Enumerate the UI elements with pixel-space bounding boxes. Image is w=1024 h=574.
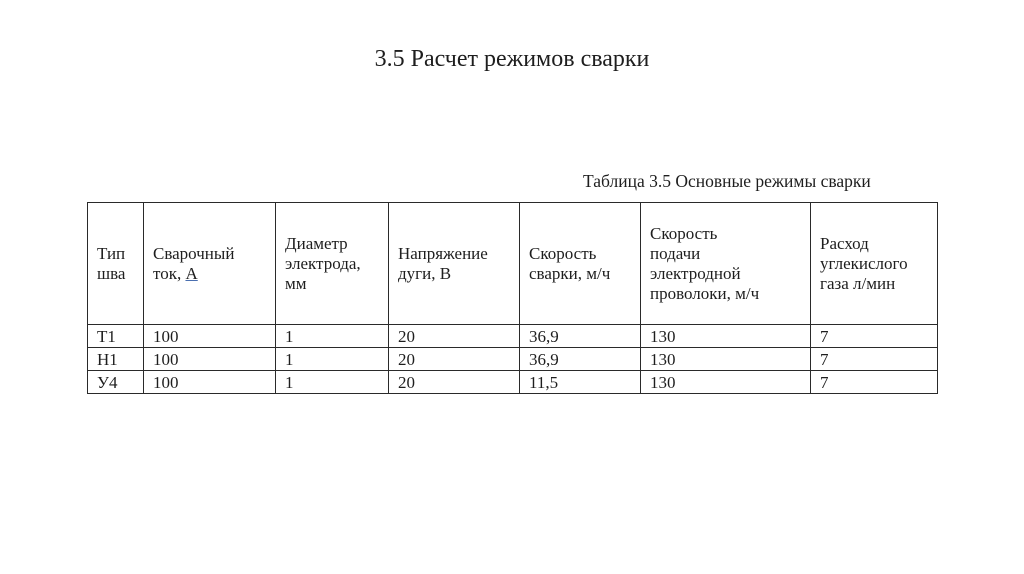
table-cell: 20 [389,348,520,371]
header-unit: А [185,263,198,283]
header-text: подачи [650,243,701,263]
table-row [88,371,938,394]
table-cell: 1 [276,348,389,371]
table-row [88,348,938,371]
table-row [88,325,938,348]
table-cell: 7 [811,371,938,394]
header-text: газа л/мин [820,273,896,293]
header-text: электрода, [285,253,361,273]
header-text: Напряжение [398,243,488,263]
table-header-row [88,203,938,325]
header-cell-welding-current [144,203,276,325]
header-text: Скорость [650,223,718,243]
header-text: ток, [153,263,182,283]
table-cell: 11,5 [520,371,641,394]
table-cell: 36,9 [520,325,641,348]
header-text: углекислого [820,253,908,273]
table-cell: Т1 [88,325,144,348]
table-cell: 36,9 [520,348,641,371]
header-text: сварки, м/ч [529,263,611,283]
table-cell: 1 [276,325,389,348]
header-cell-welding-speed [520,203,641,325]
header-text: проволоки, м/ч [650,283,760,303]
header-text: Скорость [529,243,597,263]
table-cell: 100 [144,325,276,348]
table-cell: 130 [641,371,811,394]
table-cell: У4 [88,371,144,394]
welding-modes-table [87,202,938,394]
header-cell-arc-voltage [389,203,520,325]
header-text: Сварочный [153,243,235,263]
table-cell: 130 [641,348,811,371]
header-cell-seam-type [88,203,144,325]
table-cell: Н1 [88,348,144,371]
header-text: дуги, В [398,263,452,283]
header-text: Расход [820,233,869,253]
table-cell: 100 [144,371,276,394]
header-cell-gas-flow [811,203,938,325]
table-cell: 20 [389,325,520,348]
table-caption: Таблица 3.5 Основные режимы сварки [583,171,871,191]
table-cell: 20 [389,371,520,394]
table-cell: 7 [811,348,938,371]
header-text: электродной [650,263,741,283]
header-cell-wire-feed-speed [641,203,811,325]
header-cell-electrode-diameter [276,203,389,325]
table-cell: 100 [144,348,276,371]
header-text: шва [97,263,126,283]
table-cell: 7 [811,325,938,348]
table-cell: 1 [276,371,389,394]
table-cell: 130 [641,325,811,348]
page-title: 3.5 Расчет режимов сварки [374,46,650,72]
header-text: Тип [97,243,126,263]
header-text: Диаметр [285,233,348,253]
header-text: мм [285,273,307,293]
